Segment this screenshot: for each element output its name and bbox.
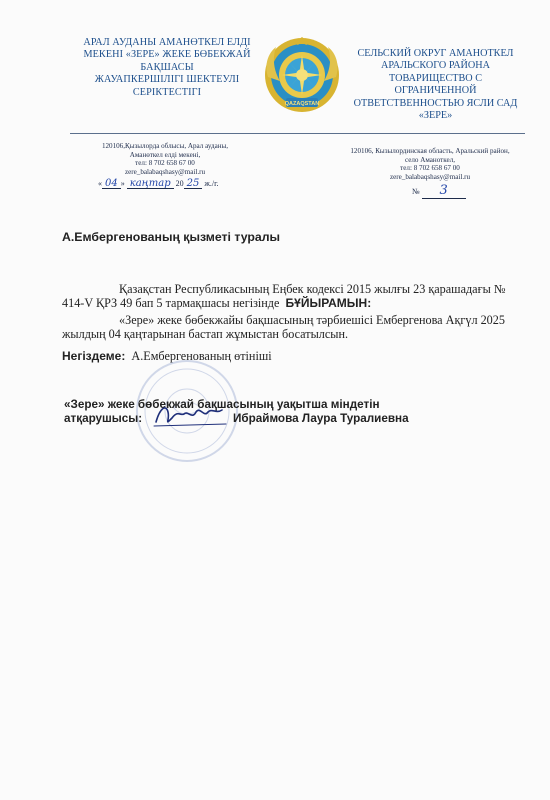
signer-position-line2: атқарушысы: — [64, 412, 143, 425]
address-right-line: тел: 8 702 658 67 00 — [400, 164, 460, 173]
header-right-line: АРАЛЬСКОГО РАЙОНА — [381, 60, 490, 72]
basis-text: А.Ембергенованың өтініші — [131, 349, 272, 363]
date-day: 04 — [105, 178, 118, 189]
header-left-line: ЖАУАПКЕРШІЛІГІ ШЕКТЕУЛІ — [94, 74, 240, 86]
number-value: 3 — [439, 183, 448, 198]
header-right-russian — [348, 48, 523, 122]
basis-label: Негіздеме: — [62, 349, 126, 363]
header-left-line: СЕРІКТЕСТІГІ — [132, 86, 202, 98]
header-left-line: МЕКЕНІ «ЗЕРЕ» ЖЕКЕ БӨБЕКЖАЙ — [83, 49, 251, 61]
date-suffix: ж./г. — [204, 179, 219, 188]
header-divider — [70, 133, 525, 134]
address-right — [340, 147, 520, 181]
date-year: 25 — [186, 178, 200, 189]
address-right-line: 120106, Кызылординская область, Аральский район, — [350, 147, 510, 155]
address-right-line: zere_balabaqshasy@mail.ru — [390, 172, 470, 181]
handwritten-signature-icon — [150, 398, 228, 432]
signer-position-line1: «Зере» жеке бөбекжай бақшасының уақытша міндетін — [64, 398, 380, 411]
header-right-line: СЕЛЬСКИЙ ОКРУГ АМАНОТКЕЛ — [357, 48, 514, 59]
paragraph1-text: Қазақстан Республикасының Еңбек кодексі 2015 жылғы 23 қарашадағы № 414-V ҚРЗ 49 бап 5 тармақшасы негізінде — [62, 282, 506, 310]
signer-name: Ибраймова Лаура Туралиевна — [233, 412, 409, 425]
address-left-line: тел: 8 702 658 67 00 — [135, 159, 195, 168]
address-left — [80, 142, 250, 176]
header-right-line: ОГРАНИЧЕННОЙ — [394, 85, 477, 97]
address-left-line: Аманөткел елді мекені, — [129, 150, 201, 159]
header-right-line: ТОВАРИЩЕСТВО С — [389, 72, 482, 84]
paragraph2-text: «Зере» жеке бөбекжайы бақшасының тәрбиешісі Ембергенова Ақгүл 2025 жылдың 04 қаңтарынан бастап жұмыстан босатылсын. — [62, 313, 505, 342]
order-word: БҰЙЫРАМЫН: — [285, 296, 372, 310]
address-right-line: село Аманоткел, — [404, 155, 456, 164]
header-left-line: БАҚШАСЫ — [140, 61, 194, 73]
date-month: каңтар — [129, 178, 171, 189]
header-left-kazakh — [72, 37, 262, 99]
paragraph-dismissal — [62, 313, 512, 341]
document-title: А.Ембергенованың қызметі туралы — [62, 230, 281, 244]
header-right-line: ОТВЕТСТВЕННОСТЬЮ ЯСЛИ САД — [353, 97, 518, 109]
document-number — [412, 183, 466, 199]
date-close-quote: » — [120, 179, 125, 188]
state-emblem-icon — [262, 35, 342, 117]
emblem-label: QAZAQSTAN — [284, 101, 320, 107]
date-year-prefix: 20 — [175, 179, 184, 188]
header-right-line: «ЗЕРЕ» — [418, 110, 453, 122]
address-left-line: zere_balabaqshasy@mail.ru — [125, 167, 205, 176]
date-open-quote: « — [98, 179, 102, 188]
paragraph-legal-basis — [62, 282, 512, 310]
document-date — [98, 178, 219, 189]
number-sign: № — [412, 187, 420, 196]
address-left-line: 120106,Қызылорда облысы, Арал ауданы, — [101, 142, 229, 150]
header-left-line: АРАЛ АУДАНЫ АМАНӨТКЕЛ ЕЛДІ — [83, 37, 251, 48]
